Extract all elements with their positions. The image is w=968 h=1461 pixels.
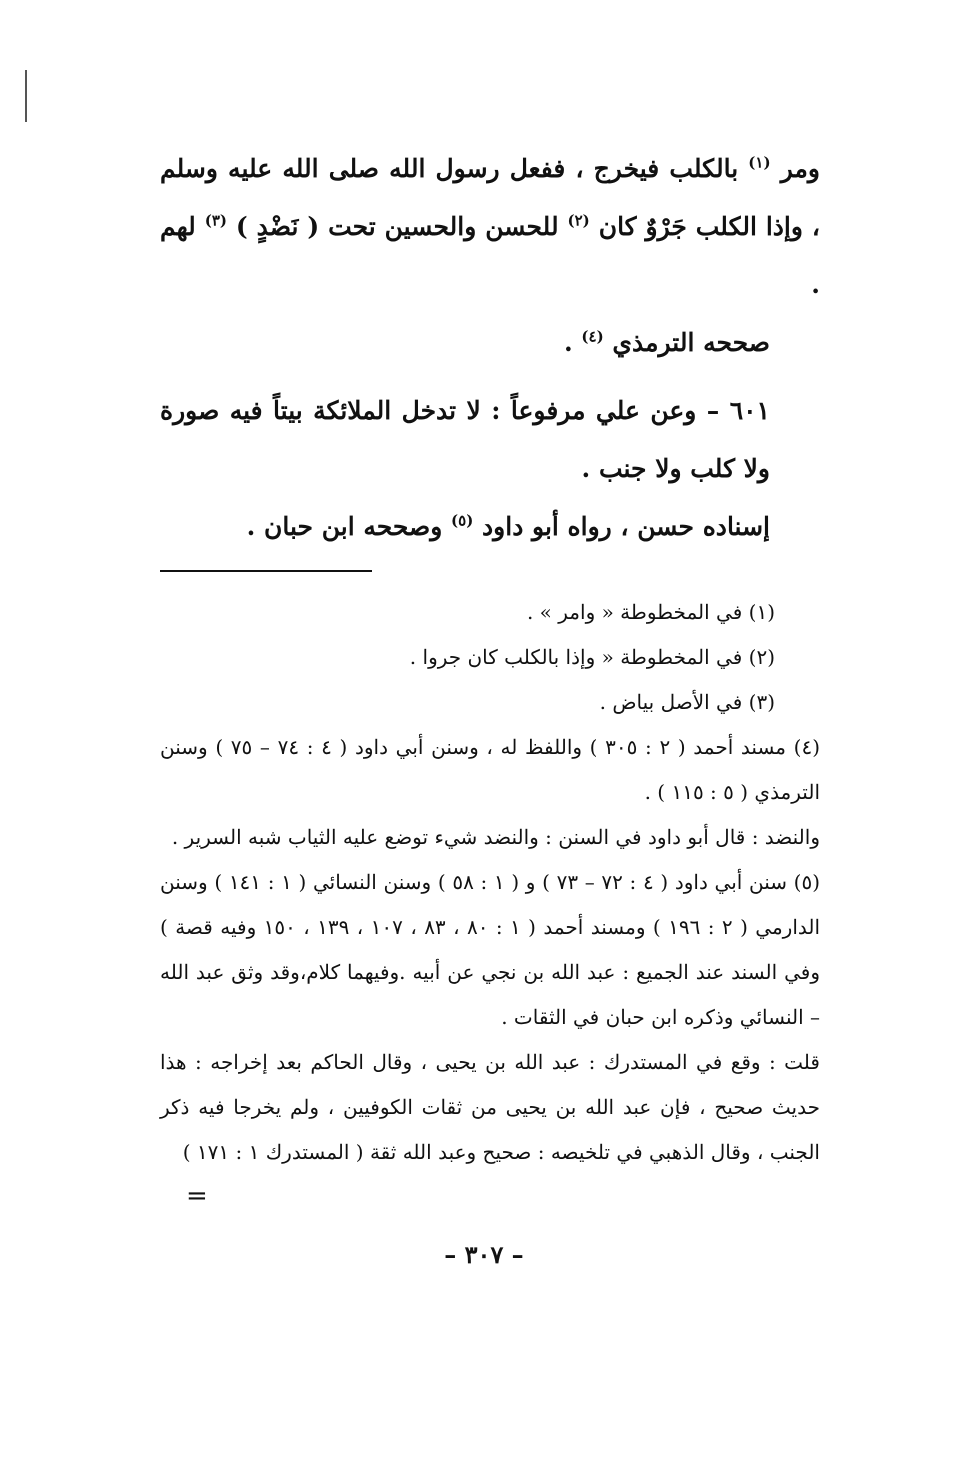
footnote-ref-4: (٤): [581, 327, 604, 346]
footnote-ref-3: (٣): [204, 211, 227, 230]
grading-line: صححه الترمذي $^{(٤)}$ .: [563, 327, 770, 357]
hadith-continuation-paragraph: ومر $^{(١)}$ بالكلب فيخرج ، ففعل رسول الله صلى الله عليه وسلم ، وإذا الكلب جَرْوٌ كان $^{(٢)}$ للحسن والحسين تحت ( نَضْدٍ ) $^{(٣)}$ لهم .: [160, 153, 820, 299]
footnote-3: (٣) في الأصل بياض .: [599, 690, 775, 714]
footnote-ref-5: (٥): [451, 511, 474, 530]
footnote-1: (١) في المخطوطة « وامر » .: [526, 600, 775, 624]
footnotes: [160, 590, 820, 1175]
footnote-ref-1: (١): [748, 153, 771, 172]
footnote-5-comment: قلت : وقع في المستدرك : عبد الله بن يحيى ، وقال الحاكم بعد إخراجه : هذا حديث صحيح ، فإن عبد الله بن يحيى من ثقات الكوفيين ، ولم يخرجا فيه ذكر الجنب ، وقال الذهبي في تلخيصه : صحيح وعبد الله ثقة ( المستدرك ١ : ١٧١ ): [160, 1050, 820, 1164]
footnote-separator: [160, 570, 372, 572]
page-number: – ٣٠٧ –: [444, 1240, 524, 1269]
footnote-ref-2: (٢): [567, 211, 590, 230]
footnote-4: (٤) مسند أحمد ( ٢ : ٣٠٥ ) واللفظ له ، وسنن أبي داود ( ٤ : ٧٤ – ٧٥ ) وسنن الترمذي ( ٥ : ١١٥ ) .: [160, 735, 821, 804]
footnote-5: (٥) سنن أبي داود ( ٤ : ٧٢ – ٧٣ ) و ( ١ : ٥٨ ) وسنن النسائي ( ١ : ١٤١ ) وسنن الدارمي ( ٢ : ١٩٦ ) ومسند أحمد ( ١ : ٨٠ ، ٨٣ ، ١٠٧ ، ١٣٩ ، ١٥٠ وفيه قصة ) وفي السند عند الجميع : عبد الله بن نجي عن أبيه .وفيهما كلام،وقد وثق عبد الله – النسائي وذكره ابن حبان في الثقات .: [160, 870, 821, 1029]
book-page: [160, 140, 820, 1175]
hadith-601: ٦٠١ – وعن علي مرفوعاً : لا تدخل الملائكة بيتاً فيه صورة ولا كلب ولا جنب .: [160, 396, 770, 483]
margin-mark: [25, 70, 27, 122]
footnote-4-nadd-note: والنضد : قال أبو داود في السنن : والنضد شيء توضع عليه الثياب شبه السرير .: [171, 825, 820, 849]
hadith-601-source: إسناده حسن ، رواه أبو داود $^{(٥)}$ وصححه ابن حبان .: [246, 511, 770, 541]
footnote-2: (٢) في المخطوطة « وإذا بالكلب كان جروا .: [409, 645, 775, 669]
main-text: [160, 140, 820, 556]
continuation-mark: =: [186, 1181, 208, 1211]
